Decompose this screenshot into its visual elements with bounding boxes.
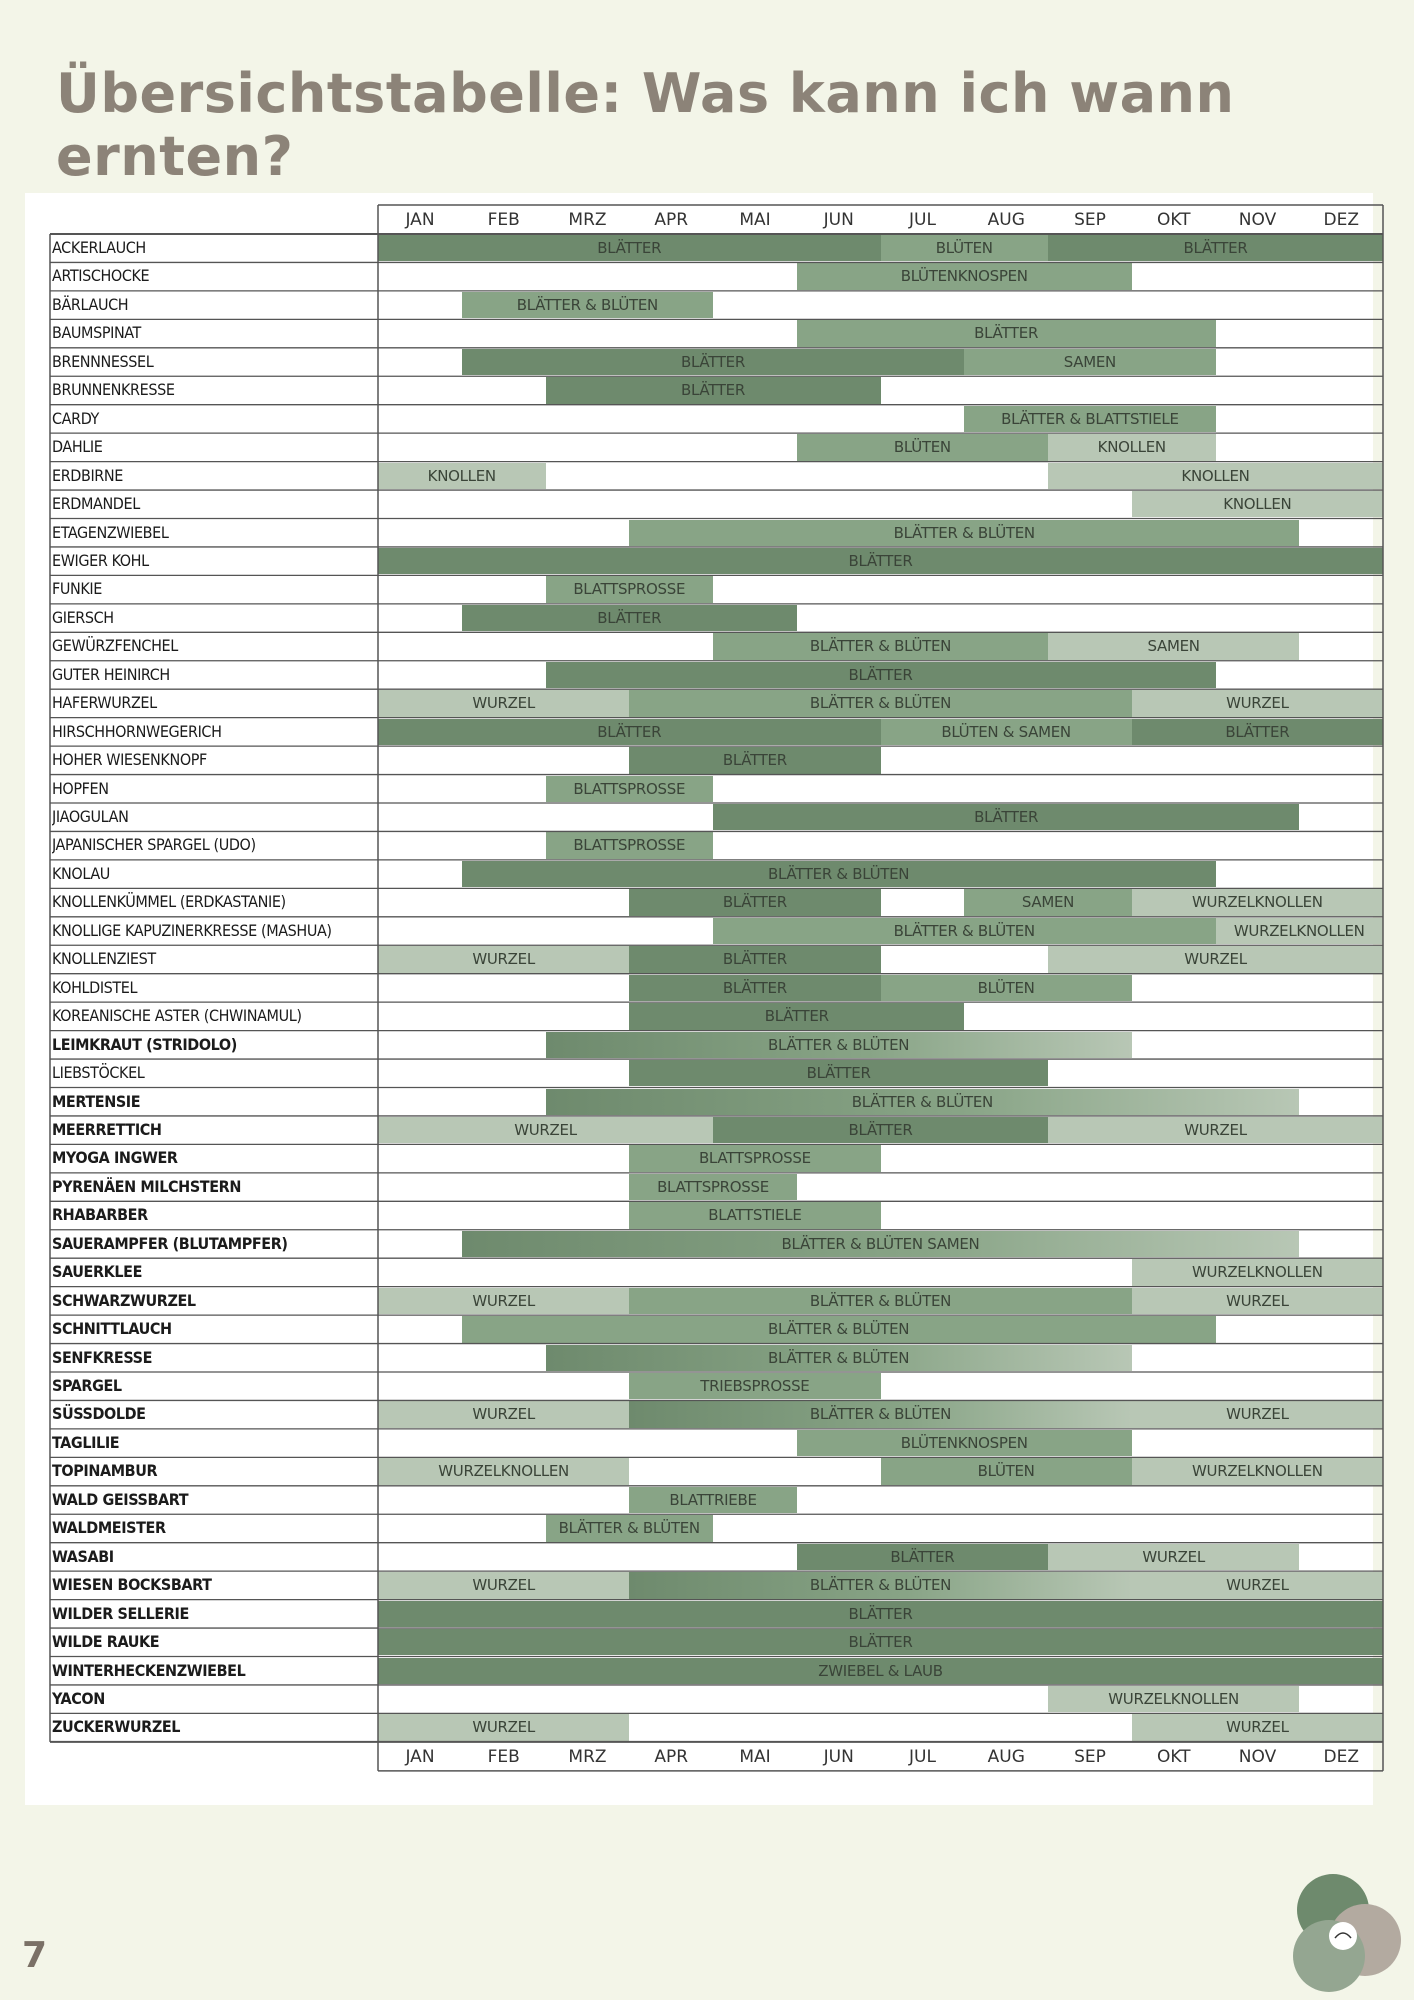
- harvest-bar-label: BLÄTTER & BLÜTEN: [809, 694, 952, 713]
- harvest-bar-label: BLÄTTER: [722, 751, 787, 770]
- month-header-dez: DEZ: [1323, 210, 1359, 230]
- plant-name: KNOLLENKÜMMEL (ERDKASTANIE): [52, 892, 286, 912]
- harvest-bar-label: KNOLLEN: [1223, 495, 1292, 514]
- month-header-mai: MAI: [739, 210, 771, 230]
- harvest-bar-label: BLÜTEN: [893, 438, 951, 457]
- harvest-bar-label: SAMEN: [1147, 637, 1200, 656]
- plant-name: SÜSSDOLDE: [52, 1404, 146, 1424]
- plant-name: HOHER WIESENKNOPF: [52, 750, 207, 770]
- plant-name: BÄRLAUCH: [52, 294, 129, 314]
- harvest-bar-label: BLÄTTER: [597, 608, 662, 627]
- harvest-bar-label: WURZEL: [1184, 1120, 1247, 1139]
- harvest-bar-label: BLÄTTER: [890, 1547, 955, 1566]
- harvest-bar-label: BLÄTTER: [722, 978, 787, 997]
- plant-name: SCHWARZWURZEL: [52, 1290, 196, 1310]
- harvest-bar-label: BLÜTENKNOSPEN: [900, 267, 1028, 286]
- plant-name: MEERRETTICH: [52, 1119, 162, 1139]
- harvest-bar-label: BLÄTTER: [597, 722, 662, 741]
- plant-name: WALD GEISSBART: [52, 1489, 189, 1509]
- harvest-bar-label: WURZEL: [472, 1291, 535, 1310]
- plant-name: MERTENSIE: [52, 1091, 141, 1111]
- plant-name: LEIMKRAUT (STRIDOLO): [52, 1034, 237, 1054]
- plant-name: FUNKIE: [52, 579, 102, 599]
- plant-name: RHABARBER: [52, 1205, 148, 1225]
- month-footer-feb: FEB: [487, 1746, 520, 1767]
- plant-name: CARDY: [52, 408, 99, 428]
- plant-name: ETAGENZWIEBEL: [52, 522, 169, 542]
- month-footer-jun: JUN: [823, 1746, 854, 1767]
- harvest-bar-label: BLATTSTIELE: [708, 1206, 802, 1225]
- harvest-bar-label: BLÄTTER & BLÜTEN SAMEN: [781, 1234, 980, 1253]
- plant-name: SAUERAMPFER (BLUTAMPFER): [52, 1233, 288, 1253]
- plant-name: KNOLLIGE KAPUZINERKRESSE (MASHUA): [52, 920, 332, 940]
- plant-name: WILDER SELLERIE: [52, 1603, 189, 1623]
- harvest-bar-label: WURZELKNOLLEN: [1108, 1689, 1239, 1708]
- harvest-bar-label: WURZEL: [1226, 1291, 1289, 1310]
- harvest-bar-label: SAMEN: [1063, 352, 1116, 371]
- harvest-bar-label: BLÄTTER: [597, 239, 662, 257]
- harvest-bar-label: BLÄTTER & BLÜTEN: [809, 637, 952, 656]
- harvest-bar-label: WURZEL: [472, 1405, 535, 1424]
- harvest-bar-label: BLÄTTER & BLÜTEN: [768, 1348, 910, 1367]
- harvest-bar-label: BLÄTTER & BLÜTEN: [893, 921, 1035, 940]
- plant-name: WINTERHECKENZWIEBEL: [52, 1660, 246, 1680]
- plant-name: BRENNNESSEL: [52, 351, 154, 371]
- plant-name: ARTISCHOCKE: [52, 266, 150, 286]
- plant-name: BRUNNENKRESSE: [52, 380, 175, 400]
- month-footer-apr: APR: [654, 1746, 689, 1767]
- harvest-bar-label: BLÄTTER: [848, 1604, 913, 1623]
- plant-name: YACON: [52, 1688, 105, 1708]
- harvest-bar-label: BLÄTTER: [974, 808, 1039, 826]
- month-footer-okt: OKT: [1156, 1746, 1191, 1767]
- harvest-bar-label: BLÜTENKNOSPEN: [900, 1433, 1028, 1452]
- month-footer-aug: AUG: [987, 1746, 1025, 1767]
- month-footer-mai: MAI: [739, 1746, 771, 1767]
- harvest-bar-label: WURZEL: [1184, 950, 1247, 969]
- harvest-bar-label: BLÄTTER: [1183, 239, 1248, 257]
- harvest-bar-label: WURZEL: [514, 1120, 577, 1139]
- month-footer-dez: DEZ: [1323, 1746, 1359, 1767]
- harvest-bar-label: BLÄTTER & BLÜTEN: [768, 864, 910, 883]
- harvest-bar-label: BLÜTEN: [935, 239, 993, 257]
- harvest-bar-label: BLÄTTER: [806, 1064, 871, 1083]
- harvest-bar-label: ZWIEBEL & LAUB: [818, 1661, 943, 1680]
- month-header-jun: JUN: [823, 210, 854, 230]
- plant-name: SCHNITTLAUCH: [52, 1319, 172, 1339]
- plant-name: PYRENÄEN MILCHSTERN: [52, 1176, 241, 1196]
- month-header-apr: APR: [654, 210, 689, 230]
- harvest-bar-label: BLÄTTER: [681, 381, 745, 400]
- harvest-bar-label: BLÄTTER & BLÜTEN: [768, 1320, 910, 1339]
- harvest-bar-label: BLÄTTER & BLATTSTIELE: [1001, 409, 1179, 428]
- plant-name: EWIGER KOHL: [52, 550, 149, 570]
- plant-name: KNOLAU: [52, 863, 110, 883]
- harvest-bar-label: BLÄTTER: [974, 324, 1039, 343]
- plant-name: KOREANISCHE ASTER (CHWINAMUL): [52, 1006, 302, 1026]
- plant-name: TAGLILIE: [52, 1432, 120, 1452]
- plant-name: LIEBSTÖCKEL: [52, 1063, 145, 1083]
- month-footer-sep: SEP: [1074, 1746, 1106, 1767]
- plant-name: KOHLDISTEL: [52, 977, 138, 997]
- harvest-bar-label: BLATTSPROSSE: [573, 580, 686, 599]
- plant-name: BAUMSPINAT: [52, 323, 141, 343]
- harvest-bar-label: WURZELKNOLLEN: [438, 1462, 569, 1481]
- month-footer-jan: JAN: [405, 1746, 435, 1767]
- plant-name: HAFERWURZEL: [52, 693, 157, 713]
- month-header-jul: JUL: [909, 210, 936, 230]
- plant-name: MYOGA INGWER: [52, 1148, 178, 1168]
- harvest-bar-label: WURZEL: [472, 1576, 535, 1595]
- plant-name: SPARGEL: [52, 1376, 122, 1395]
- harvest-bar-label: WURZELKNOLLEN: [1233, 921, 1365, 940]
- harvest-bar-label: BLÄTTER & BLÜTEN: [768, 1035, 910, 1054]
- harvest-bar-label: WURZEL: [1226, 1576, 1289, 1595]
- harvest-bar-label: BLÄTTER: [1225, 722, 1290, 741]
- harvest-bar-label: BLÄTTER: [848, 551, 913, 570]
- harvest-bar-label: BLÜTEN & SAMEN: [941, 722, 1071, 741]
- plant-name: WILDE RAUKE: [52, 1632, 160, 1652]
- month-footer-nov: NOV: [1238, 1746, 1277, 1767]
- harvest-bar-label: BLÄTTER: [681, 352, 745, 371]
- page-title: Übersichtstabelle: Was kann ich wann ernten?: [56, 62, 1235, 188]
- harvest-bar-label: TRIEBSPROSSE: [700, 1377, 810, 1395]
- harvest-bar-label: WURZEL: [1226, 1718, 1289, 1737]
- plant-name: HIRSCHHORNWEGERICH: [52, 721, 222, 741]
- month-header-aug: AUG: [987, 210, 1025, 230]
- harvest-bar-label: WURZEL: [1226, 694, 1289, 713]
- plant-name: KNOLLENZIEST: [52, 949, 156, 969]
- harvest-bar-label: KNOLLEN: [1181, 466, 1250, 485]
- month-header-mrz: MRZ: [568, 210, 607, 230]
- harvest-bar-label: BLATTSPROSSE: [573, 779, 686, 798]
- harvest-bar-label: WURZEL: [472, 950, 535, 969]
- month-header-sep: SEP: [1074, 210, 1106, 230]
- plant-name: GUTER HEINIRCH: [52, 664, 170, 684]
- plant-name: ACKERLAUCH: [52, 238, 146, 257]
- harvest-bar-label: BLÄTTER: [722, 950, 787, 969]
- harvest-bar-label: BLÄTTER & BLÜTEN: [558, 1519, 700, 1538]
- harvest-bar-label: BLÄTTER & BLÜTEN: [809, 1291, 952, 1310]
- logo: [1285, 1868, 1405, 1993]
- harvest-bar-label: BLÄTTER: [848, 1633, 913, 1652]
- harvest-bar-label: WURZEL: [1226, 1405, 1289, 1424]
- harvest-bar-label: WURZELKNOLLEN: [1192, 1462, 1323, 1481]
- plant-name: ERDBIRNE: [52, 465, 123, 485]
- month-header-okt: OKT: [1156, 210, 1191, 230]
- plant-name: DAHLIE: [52, 437, 103, 457]
- plant-name: GEWÜRZFENCHEL: [52, 636, 178, 656]
- harvest-bar-label: WURZEL: [472, 694, 535, 713]
- harvest-bar-label: BLÄTTER & BLÜTEN: [893, 523, 1035, 542]
- harvest-bar-label: BLATTSPROSSE: [657, 1177, 769, 1196]
- plant-name: WASABI: [52, 1546, 114, 1566]
- month-header-feb: FEB: [487, 210, 520, 230]
- plant-name: JIAOGULAN: [52, 807, 129, 826]
- harvest-bar-label: BLÜTEN: [977, 1462, 1035, 1481]
- month-footer-jul: JUL: [909, 1746, 936, 1767]
- harvest-bar-label: BLÄTTER & BLÜTEN: [851, 1092, 993, 1111]
- harvest-bar-label: KNOLLEN: [1097, 438, 1166, 457]
- plant-name: ERDMANDEL: [52, 494, 140, 514]
- plant-name: WIESEN BOCKSBART: [52, 1575, 212, 1595]
- plant-name: ZUCKERWURZEL: [52, 1717, 181, 1737]
- plant-name: JAPANISCHER SPARGEL (UDO): [52, 835, 256, 855]
- harvest-bar-label: BLÄTTER: [848, 665, 913, 684]
- harvest-bar-label: BLÄTTER & BLÜTEN: [809, 1576, 952, 1595]
- harvest-bar-label: WURZELKNOLLEN: [1192, 1263, 1323, 1282]
- plant-name: HOPFEN: [52, 778, 109, 798]
- harvest-bar-label: WURZEL: [1142, 1547, 1205, 1566]
- harvest-bar-label: BLÜTEN: [977, 978, 1035, 997]
- month-header-nov: NOV: [1238, 210, 1277, 230]
- month-header-jan: JAN: [405, 210, 435, 230]
- harvest-bar-label: BLÄTTER & BLÜTEN: [516, 295, 658, 314]
- logo-badge: [1329, 1922, 1357, 1950]
- month-footer-mrz: MRZ: [568, 1746, 607, 1767]
- harvest-bar-label: BLÄTTER: [764, 1007, 829, 1026]
- harvest-bar-label: WURZEL: [472, 1718, 535, 1737]
- page-number: 7: [22, 1935, 48, 1976]
- harvest-bar-label: BLÄTTER: [722, 893, 787, 912]
- harvest-bar-label: BLÄTTER: [848, 1120, 913, 1139]
- harvest-bar-label: BLÄTTER & BLÜTEN: [809, 1405, 952, 1424]
- harvest-bar-label: SAMEN: [1021, 893, 1075, 912]
- harvest-bar-label: WURZELKNOLLEN: [1192, 893, 1323, 912]
- plant-name: SAUERKLEE: [52, 1262, 143, 1282]
- harvest-bar-label: KNOLLEN: [427, 466, 496, 485]
- plant-name: WALDMEISTER: [52, 1518, 166, 1538]
- plant-name: GIERSCH: [52, 607, 114, 627]
- harvest-bar-label: BLATTRIEBE: [669, 1490, 757, 1509]
- plant-name: SENFKRESSE: [52, 1347, 153, 1367]
- harvest-bar-label: BLATTSPROSSE: [698, 1149, 811, 1168]
- plant-name: TOPINAMBUR: [52, 1461, 158, 1481]
- harvest-bar-label: BLATTSPROSSE: [573, 836, 686, 855]
